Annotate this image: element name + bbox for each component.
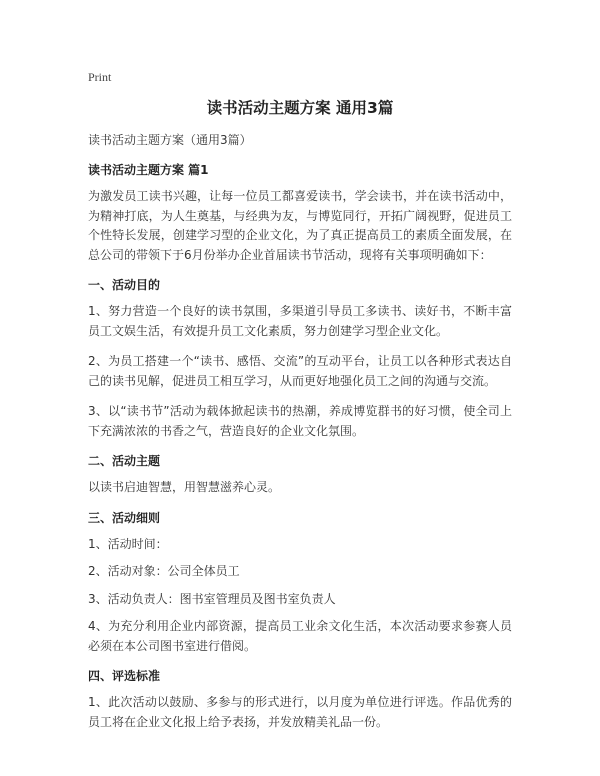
section-heading-purpose: 一、活动目的: [88, 278, 161, 292]
intro-paragraph: 为激发员工读书兴趣，让每一位员工都喜爱读书，学会读书，并在读书活动中，为精神打底，为人生奠基，与经典为友，与博览同行，开拓广阔视野，促进员工个性特长发展，创建学习型的企业文化，为了真正提高员工的素质全面发展，在总公司的带领下于6月份举办企业首届读书节活动，现将有关事项明确如下：: [88, 189, 512, 262]
section-paragraph: 以读书启迪智慧，用智慧滋养心灵。: [88, 480, 281, 494]
section-paragraph: 1、此次活动以鼓励、多参与的形式进行，以月度为单位进行评选。作品优秀的 员工将在企业文化报上给予表扬，并发放精美礼品一份。: [88, 695, 512, 729]
print-link[interactable]: Print: [88, 70, 112, 84]
document-title: 读书活动主题方案 通用3篇: [206, 99, 394, 117]
section-heading-criteria: 四、评选标准: [88, 669, 161, 683]
document-subtitle: 读书活动主题方案（通用3篇）: [88, 133, 252, 147]
article-heading: 读书活动主题方案 篇1: [88, 163, 209, 177]
section-paragraph: 3、活动负责人：图书室管理员及图书室负责人: [88, 591, 336, 606]
section-paragraph: 2、活动对象：公司全体员工: [88, 564, 240, 578]
section-heading-theme: 二、活动主题: [88, 454, 161, 468]
section-heading-details: 三、活动细则: [88, 510, 161, 525]
section-paragraph: 3、以“读书节”活动为载体掀起读书的热潮，养成博览群书的好习惯，使全司上下充满浓浓的书香之气，营造良好的企业文化氛围。: [88, 404, 512, 438]
section-paragraph: 1、努力营造一个良好的读书氛围，多渠道引导员工多读书、读好书，不断丰富员工文娱生活，有效提升员工文化素质，努力创建学习型企业文化。: [88, 304, 512, 338]
section-paragraph: 1、活动时间：: [88, 536, 168, 551]
section-paragraph: 4、为充分利用企业内部资源，提高员工业余文化生活，本次活动要求参赛人员必须在本公司图书室进行借阅。: [88, 619, 512, 653]
section-paragraph: 2、为员工搭建一个“读书、感悟、交流”的互动平台，让员工以各种形式表达自己的读书见解，促进员工相互学习，从而更好地强化员工之间的沟通与交流。: [88, 354, 512, 388]
